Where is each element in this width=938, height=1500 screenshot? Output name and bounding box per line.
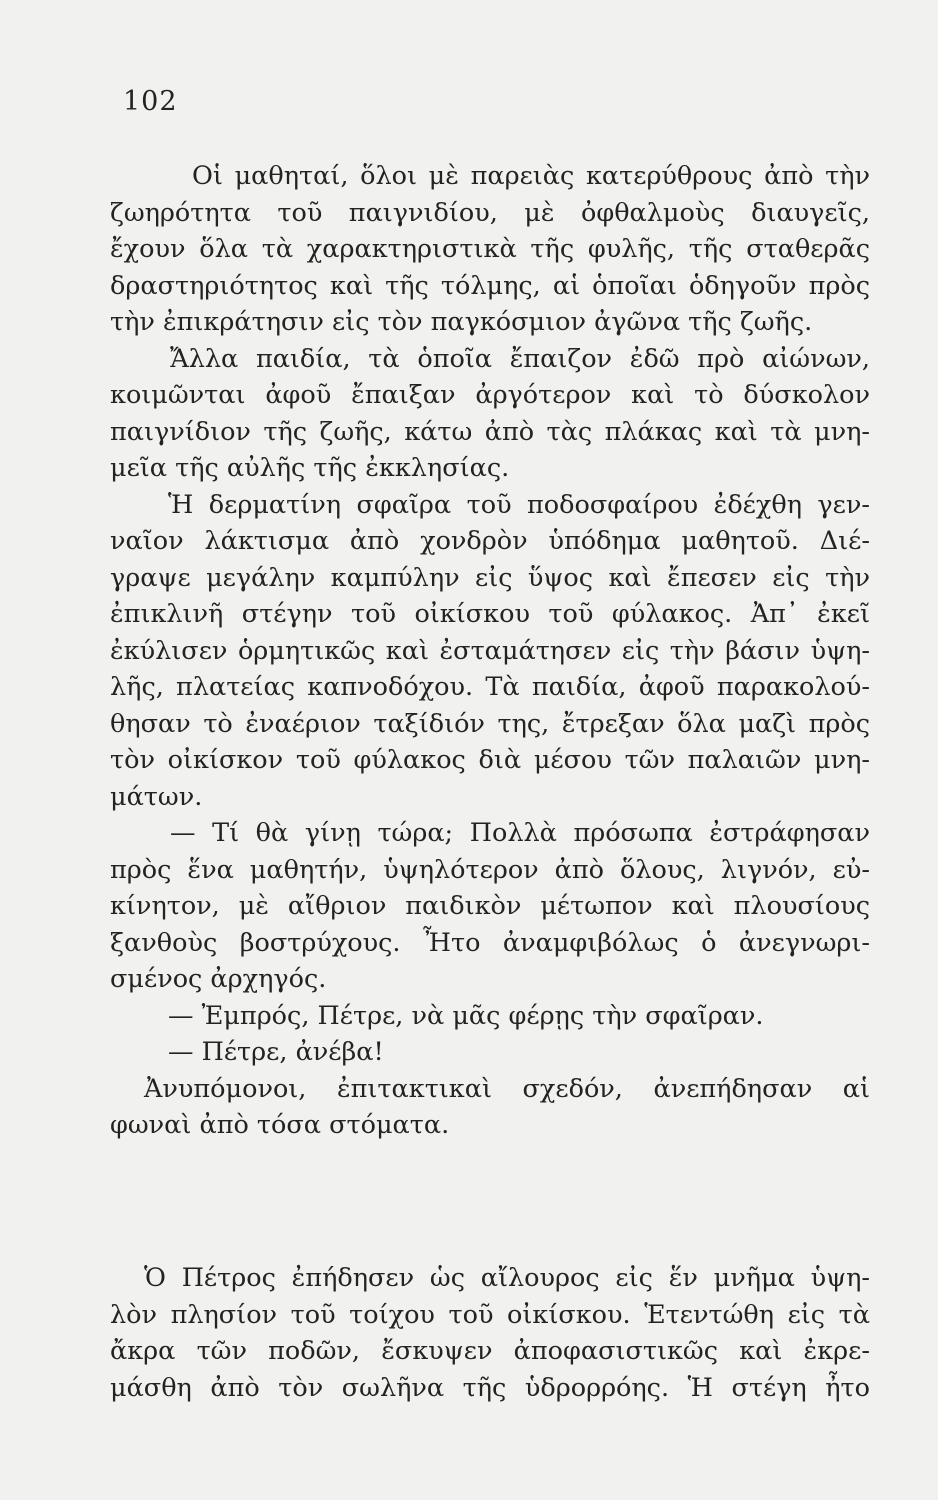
text-line: σμένος ἀρχηγός. [110, 964, 327, 994]
text-line: ἄκρα τῶν ποδῶν, ἔσκυψεν ἀποφασιστικῶς καὶ ἐκρε- [110, 1336, 870, 1366]
text-line: Οἱ μαθηταί, ὅλοι μὲ παρειὰς κατερύθρους ἀπὸ τὴν [192, 161, 870, 191]
text-line: ζωηρότητα τοῦ παιγνιδίου, μὲ ὀφθαλμοὺς διαυγεῖς, [110, 197, 870, 228]
text-line: ἔχουν ὅλα τὰ χαρακτηριστικὰ τῆς φυλῆς, τῆς σταθερᾶς [110, 234, 870, 264]
text-line: μάτων. [110, 781, 203, 812]
text-line: παιγνίδιον τῆς ζωῆς, κάτω ἀπὸ τὰς πλάκας καὶ τὰ μνη- [110, 416, 870, 447]
text-line: δραστηριότητος καὶ τῆς τόλμης, αἱ ὁποῖαι ὁδηγοῦν πρὸς [110, 270, 870, 301]
text-line: ξανθοὺς βοστρύχους. Ἦτο ἀναμφιβόλως ὁ ἀνεγνωρι- [110, 927, 870, 958]
text-line: Ἀνυπόμονοι, ἐπιτακτικαὶ σχεδόν, ἀνεπήδησαν αἱ [144, 1073, 870, 1104]
text-line: τὸν οἰκίσκον τοῦ φύλακος διὰ μέσου τῶν παλαιῶν μνη- [110, 745, 870, 775]
text-line: ἐκύλισεν ὁρμητικῶς καὶ ἐσταμάτησεν εἰς τὴν βάσιν ὑψη- [110, 635, 870, 666]
text-line: Ἡ δερματίνη σφαῖρα τοῦ ποδοσφαίρου ἐδέχθη γεν- [168, 489, 870, 520]
text-line: Ὁ Πέτρος ἐπήδησεν ὡς αἴλουρος εἰς ἕν μνῆμα ὑψη- [144, 1263, 870, 1293]
text-line: φωναὶ ἀπὸ τόσα στόματα. [110, 1110, 450, 1140]
text-line: ναῖον λάκτισμα ἀπὸ χονδρὸν ὑπόδημα μαθητοῦ. Διέ- [110, 526, 870, 556]
text-section-1 [110, 158, 870, 1144]
text-line: λὸν πλησίον τοῦ τοίχου τοῦ οἰκίσκου. Ἑτεντώθη εἰς τὰ [110, 1299, 870, 1330]
text-line: μάσθη ἀπὸ τὸν σωλῆνα τῆς ὑδρορρόης. Ἡ στέγη ἦτο [110, 1372, 870, 1403]
text-line: τὴν ἐπικράτησιν εἰς τὸν παγκόσμιον ἀγῶνα τῆς ζωῆς. [110, 307, 813, 337]
text-line: λῆς, πλατείας καπνοδόχου. Τὰ παιδία, ἀφοῦ παρακολού- [110, 672, 870, 702]
text-line: πρὸς ἕνα μαθητήν, ὑψηλότερον ἀπὸ ὅλους, λιγνόν, εὐ- [110, 854, 870, 885]
text-line: ἐπικλινῆ στέγην τοῦ οἰκίσκου τοῦ φύλακος. Ἀπ᾽ ἐκεῖ [110, 599, 870, 629]
text-line: — Ἐμπρός, Πέτρε, νὰ μᾶς φέρῃς τὴν σφαῖραν. [168, 1000, 764, 1031]
page-number: 102 [123, 86, 178, 117]
text-line: — Πέτρε, ἀνέβα! [168, 1037, 384, 1067]
text-section-2 [110, 1260, 870, 1406]
text-line: θησαν τὸ ἐναέριον ταξίδιόν της, ἔτρεξαν ὅλα μαζὶ πρὸς [110, 708, 870, 739]
text-line: κοιμῶνται ἀφοῦ ἔπαιξαν ἀργότερον καὶ τὸ δύσκολον [110, 380, 870, 410]
text-line: — Τί θὰ γίνῃ τώρα; Πολλὰ πρόσωπα ἐστράφησαν [170, 818, 870, 848]
text-line: κίνητον, μὲ αἴθριον παιδικὸν μέτωπον καὶ πλουσίους [110, 891, 870, 921]
text-line: γραψε μεγάλην καμπύλην εἰς ὕψος καὶ ἔπεσεν εἰς τὴν [110, 562, 870, 593]
text-line: Ἄλλα παιδία, τὰ ὁποῖα ἔπαιζον ἐδῶ πρὸ αἰώνων, [170, 343, 870, 374]
text-line: μεῖα τῆς αὐλῆς τῆς ἐκκλησίας. [110, 453, 510, 483]
